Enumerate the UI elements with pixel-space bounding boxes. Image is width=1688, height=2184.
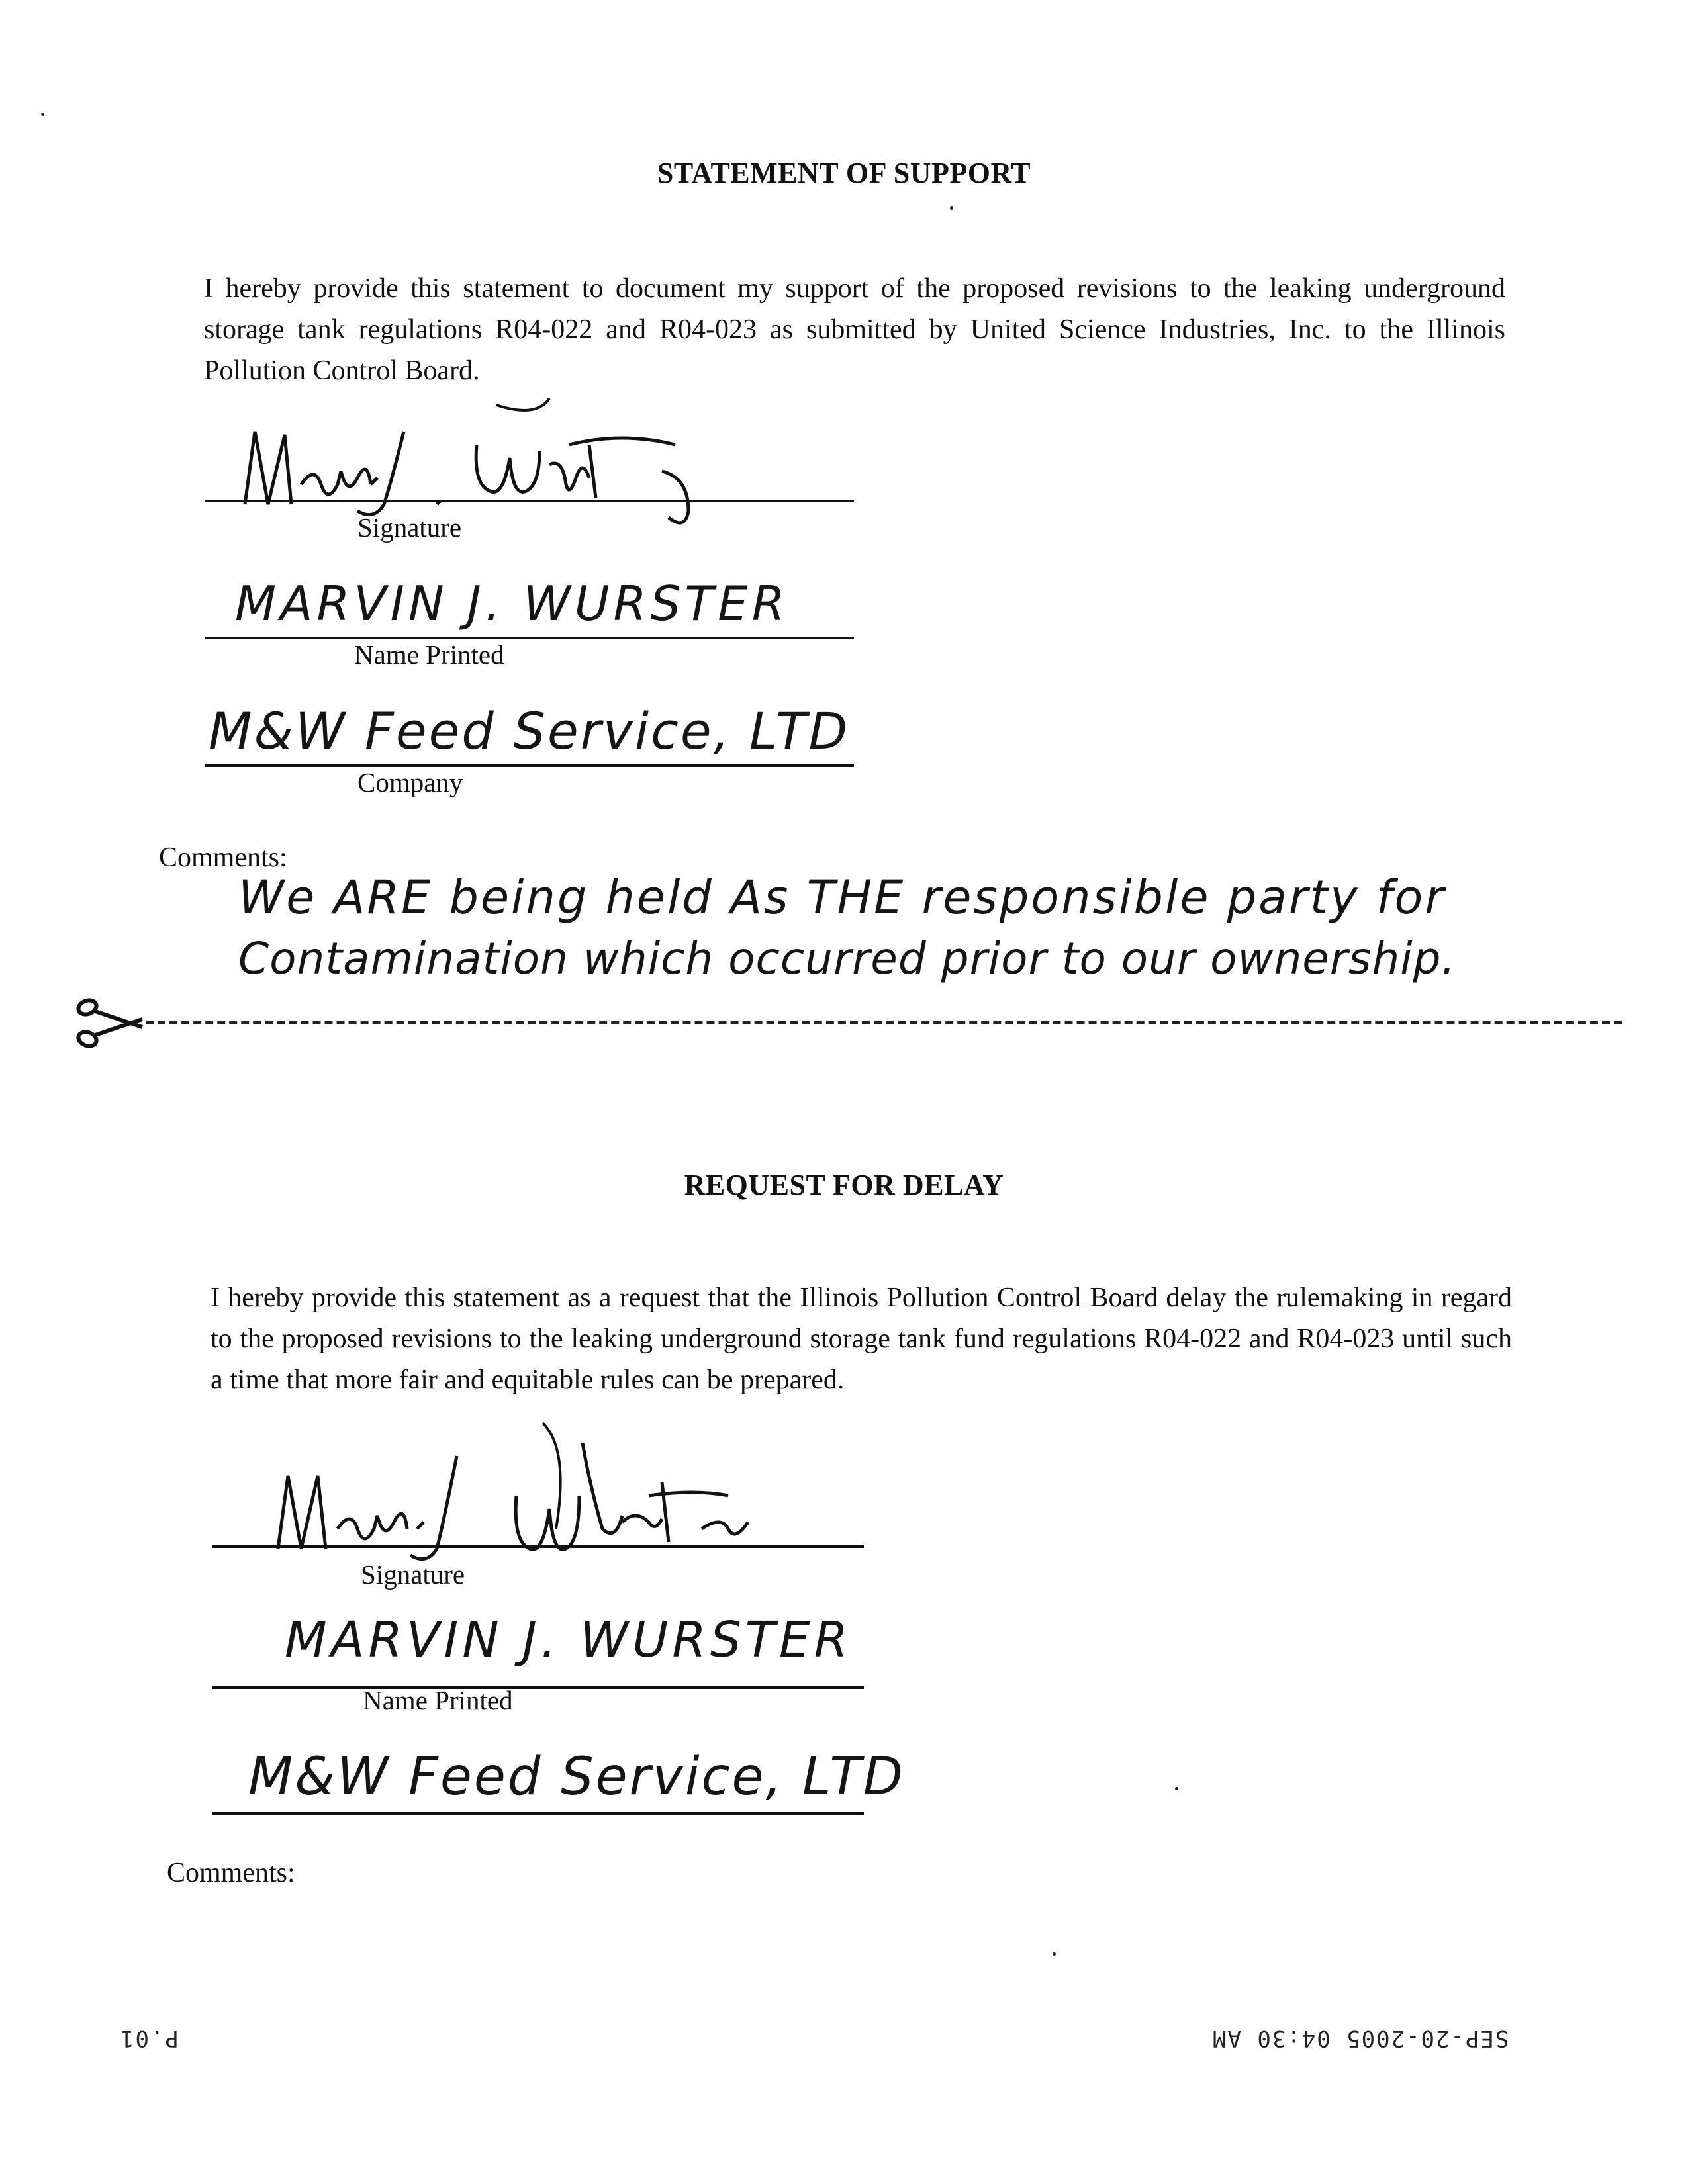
delay-comments-label: Comments: [167,1858,295,1888]
scan-speck [1053,1952,1056,1956]
delay-signature-label: Signature [361,1559,465,1590]
delay-title: REQUEST FOR DELAY [684,1169,1004,1201]
support-signature-label: Signature [357,512,462,543]
support-comments-line1: We ARE being held As THE responsible party for [238,870,1446,925]
fax-timestamp: SEP-20-2005 04:30 AM [1211,2025,1509,2052]
delay-name-line [212,1686,864,1689]
support-company-label: Company [357,767,463,797]
cut-dashed-line [146,1021,1622,1024]
support-company-line [205,764,854,767]
delay-company-handwritten: M&W Feed Service, LTD [248,1747,905,1807]
scan-speck [950,206,953,210]
support-paragraph: I hereby provide this statement to document my support of the proposed revisions to the leaking underground storage tank regulations R04-022 and R04-023 as submitted by United Science Industries, Inc. to the Illinois Pollution Control Board. [204,273,1505,386]
support-name-handwritten: MARVIN J. WURSTER [235,576,789,631]
support-signature-line [205,500,854,502]
delay-company-line [212,1812,864,1815]
delay-signature [265,1416,847,1562]
scissors-icon [73,993,146,1052]
delay-signature-line [212,1545,864,1548]
support-title: STATEMENT OF SUPPORT [657,157,1031,189]
fax-page-number: P.01 [119,2025,179,2052]
support-company-handwritten: M&W Feed Service, LTD [209,702,850,760]
support-comments-line2: Contamination which occurred prior to our ownership. [238,933,1456,984]
delay-name-handwritten: MARVIN J. WURSTER [285,1612,853,1668]
support-name-label: Name Printed [354,639,504,670]
delay-paragraph: I hereby provide this statement as a request that the Illinois Pollution Control Board delay the rulemaking in regard to the proposed revisions to the leaking underground storage tank fund regulations R04-022 and R04-023 until such a time that more fair and equitable rules can be prepared. [211,1283,1512,1395]
scan-speck [1175,1787,1178,1790]
delay-name-label: Name Printed [363,1685,513,1715]
scan-speck [41,113,44,116]
support-name-line [205,637,854,639]
support-comments-label: Comments: [159,842,287,873]
support-signature [238,405,741,524]
